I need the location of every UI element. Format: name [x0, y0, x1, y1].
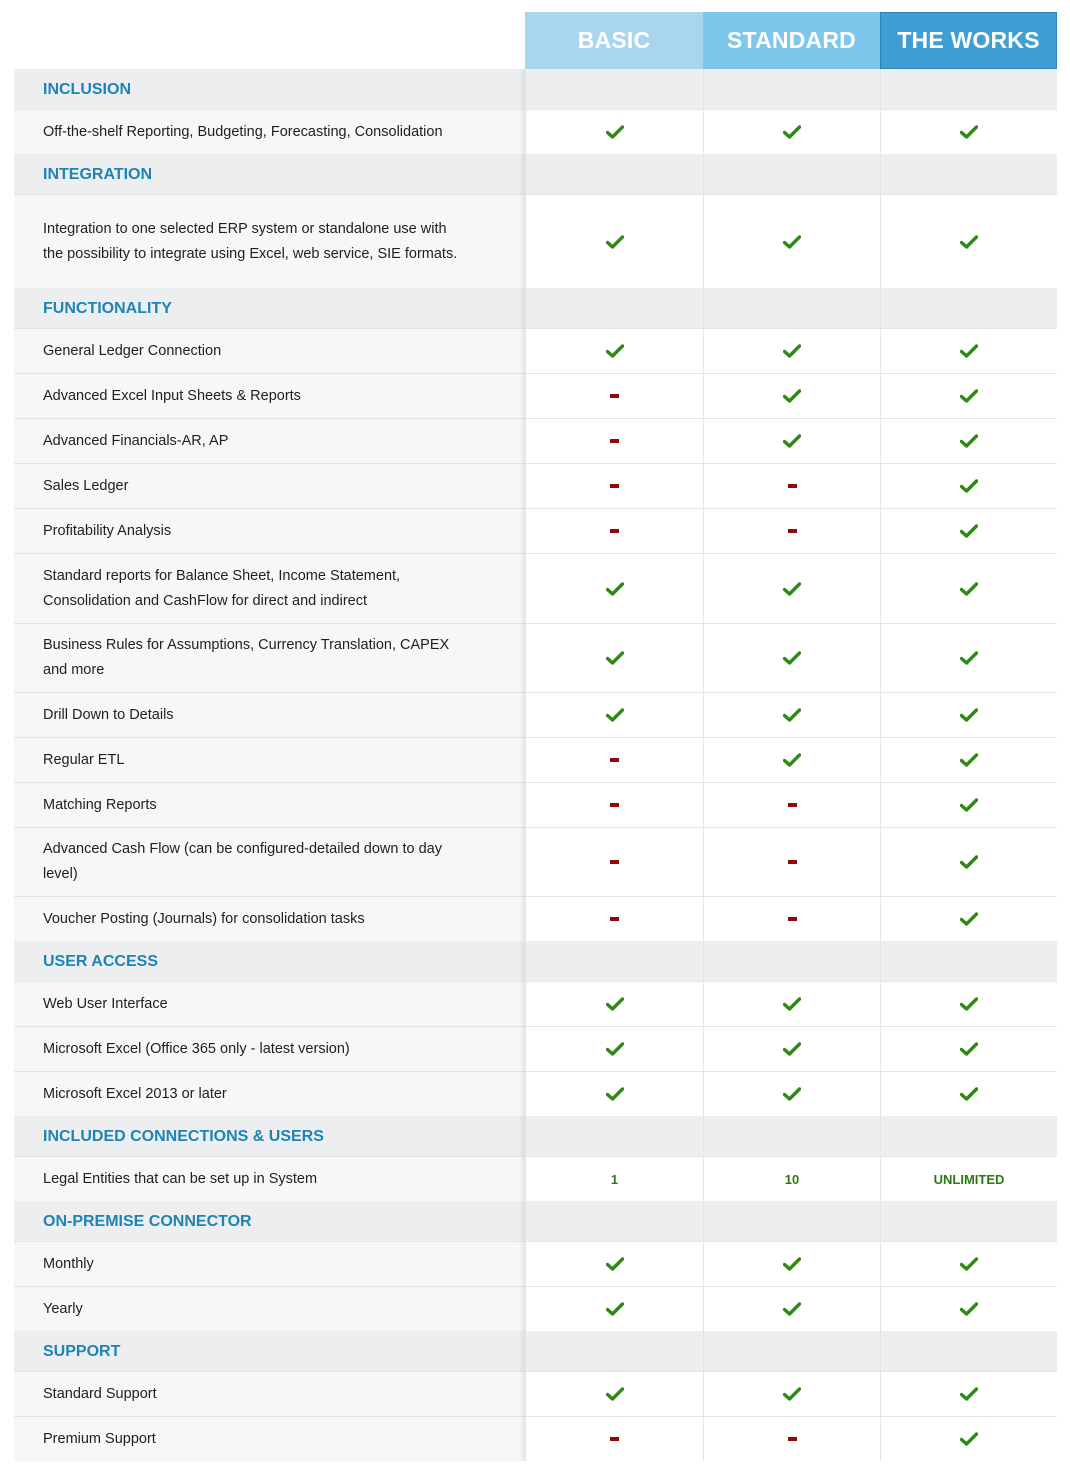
section-empty-cell: [703, 941, 880, 981]
checkmark-icon: [960, 524, 978, 538]
plan-value-cell-basic: [525, 1242, 703, 1286]
plan-value-cell-the-works: [880, 464, 1057, 508]
not-included-dash-icon: [788, 1437, 797, 1441]
header-spacer: [14, 12, 525, 69]
plan-value-cell-standard: [703, 464, 880, 508]
plan-value-cell-the-works: [880, 693, 1057, 737]
not-included-dash-icon: [610, 529, 619, 533]
checkmark-icon: [606, 125, 624, 139]
feature-row: [14, 373, 1057, 418]
feature-label: Standard Support: [14, 1372, 525, 1416]
checkmark-icon: [606, 708, 624, 722]
checkmark-icon: [960, 434, 978, 448]
not-included-dash-icon: [610, 484, 619, 488]
checkmark-icon: [960, 479, 978, 493]
checkmark-icon: [783, 235, 801, 249]
section-empty-cell: [525, 1116, 703, 1156]
section-title: INTEGRATION: [14, 154, 525, 194]
plan-value-cell-basic: [525, 374, 703, 418]
plan-value-cell-standard: [703, 419, 880, 463]
checkmark-icon: [606, 1042, 624, 1056]
not-included-dash-icon: [788, 803, 797, 807]
section-empty-cell: [880, 288, 1057, 328]
feature-row: [14, 896, 1057, 941]
not-included-dash-icon: [788, 860, 797, 864]
feature-label: Microsoft Excel (Office 365 only - latest version): [14, 1027, 525, 1071]
checkmark-icon: [606, 1087, 624, 1101]
checkmark-icon: [783, 1087, 801, 1101]
feature-row: [14, 1156, 1057, 1201]
section-header-row: [14, 154, 1057, 194]
checkmark-icon: [960, 753, 978, 767]
feature-row: [14, 1071, 1057, 1116]
plan-value-cell-basic: [525, 195, 703, 288]
feature-label: Integration to one selected ERP system or standalone use with the possibility to integrate using Excel, web service, SIE formats.: [14, 195, 525, 288]
feature-row: [14, 981, 1057, 1026]
plan-value-cell-basic: [525, 738, 703, 782]
plan-value-cell-standard: [703, 1242, 880, 1286]
checkmark-icon: [960, 344, 978, 358]
feature-label: Sales Ledger: [14, 464, 525, 508]
plan-value-cell-basic: [525, 1372, 703, 1416]
plan-value-cell-the-works: [880, 509, 1057, 553]
checkmark-icon: [606, 651, 624, 665]
feature-label: General Ledger Connection: [14, 329, 525, 373]
feature-row: [14, 109, 1057, 154]
checkmark-icon: [606, 582, 624, 596]
not-included-dash-icon: [788, 529, 797, 533]
plan-value-cell-the-works: [880, 1072, 1057, 1116]
feature-row: [14, 194, 1057, 288]
section-title: FUNCTIONALITY: [14, 288, 525, 328]
checkmark-icon: [960, 1387, 978, 1401]
checkmark-icon: [960, 912, 978, 926]
checkmark-icon: [960, 997, 978, 1011]
plan-value-cell-standard: [703, 783, 880, 827]
section-empty-cell: [880, 941, 1057, 981]
section-header-row: [14, 1116, 1057, 1156]
plan-value-cell-basic: [525, 693, 703, 737]
plan-value-cell-standard: [703, 195, 880, 288]
plan-value-cell-the-works: [880, 554, 1057, 623]
checkmark-icon: [960, 1432, 978, 1446]
checkmark-icon: [960, 1257, 978, 1271]
pricing-comparison-table: [14, 12, 1057, 1461]
plan-value-cell-basic: [525, 624, 703, 692]
plan-value-cell-the-works: [880, 419, 1057, 463]
checkmark-icon: [783, 1302, 801, 1316]
plan-value-cell-basic: [525, 1157, 703, 1201]
feature-row: [14, 508, 1057, 553]
section-empty-cell: [525, 288, 703, 328]
section-header-row: [14, 288, 1057, 328]
plan-value-cell-basic: [525, 554, 703, 623]
plan-value-cell-standard: [703, 624, 880, 692]
plan-value-cell-the-works: [880, 828, 1057, 896]
not-included-dash-icon: [610, 758, 619, 762]
section-empty-cell: [880, 69, 1057, 109]
plan-value-cell-basic: [525, 329, 703, 373]
feature-label: Legal Entities that can be set up in System: [14, 1157, 525, 1201]
checkmark-icon: [960, 235, 978, 249]
feature-label: Off-the-shelf Reporting, Budgeting, Forecasting, Consolidation: [14, 110, 525, 154]
checkmark-icon: [960, 651, 978, 665]
checkmark-icon: [606, 997, 624, 1011]
checkmark-icon: [783, 434, 801, 448]
section-header-row: [14, 69, 1057, 109]
feature-row: [14, 418, 1057, 463]
plan-value-cell-basic: [525, 982, 703, 1026]
feature-label: Regular ETL: [14, 738, 525, 782]
checkmark-icon: [783, 753, 801, 767]
not-included-dash-icon: [788, 484, 797, 488]
feature-row: [14, 1371, 1057, 1416]
feature-row: [14, 623, 1057, 692]
feature-row: [14, 1286, 1057, 1331]
section-empty-cell: [703, 154, 880, 194]
plan-value-cell-basic: [525, 1287, 703, 1331]
plan-header-row: [14, 12, 1057, 69]
checkmark-icon: [783, 582, 801, 596]
section-header-row: [14, 1201, 1057, 1241]
checkmark-icon: [606, 1302, 624, 1316]
plan-value-cell-basic: [525, 1072, 703, 1116]
checkmark-icon: [783, 1257, 801, 1271]
checkmark-icon: [783, 125, 801, 139]
plan-value-cell-standard: [703, 509, 880, 553]
plan-value-cell-standard: [703, 329, 880, 373]
plan-value-cell-standard: [703, 1372, 880, 1416]
plan-value-cell-the-works: [880, 1157, 1057, 1201]
checkmark-icon: [783, 389, 801, 403]
section-title: INCLUDED CONNECTIONS & USERS: [14, 1116, 525, 1156]
feature-row: [14, 1026, 1057, 1071]
feature-label: Yearly: [14, 1287, 525, 1331]
checkmark-icon: [783, 344, 801, 358]
checkmark-icon: [960, 389, 978, 403]
plan-header-standard: STANDARD: [703, 12, 880, 69]
section-empty-cell: [525, 941, 703, 981]
section-empty-cell: [703, 288, 880, 328]
table-body: [14, 69, 1057, 1461]
not-included-dash-icon: [610, 1437, 619, 1441]
section-header-row: [14, 1331, 1057, 1371]
plan-value-cell-the-works: [880, 1242, 1057, 1286]
section-title: INCLUSION: [14, 69, 525, 109]
checkmark-icon: [783, 708, 801, 722]
plan-value-cell-basic: [525, 110, 703, 154]
checkmark-icon: [783, 997, 801, 1011]
section-empty-cell: [880, 1116, 1057, 1156]
section-title: USER ACCESS: [14, 941, 525, 981]
plan-value-cell-the-works: [880, 982, 1057, 1026]
not-included-dash-icon: [610, 439, 619, 443]
plan-value-cell-the-works: [880, 1372, 1057, 1416]
feature-label: Voucher Posting (Journals) for consolidation tasks: [14, 897, 525, 941]
plan-value-cell-the-works: [880, 329, 1057, 373]
feature-label: Web User Interface: [14, 982, 525, 1026]
plan-value-cell-standard: [703, 554, 880, 623]
plan-value-cell-standard: [703, 1287, 880, 1331]
plan-value-cell-the-works: [880, 1287, 1057, 1331]
feature-label: Standard reports for Balance Sheet, Income Statement, Consolidation and CashFlow for direct and indirect: [14, 554, 525, 623]
plan-value-cell-basic: [525, 897, 703, 941]
plan-value-cell-the-works: [880, 195, 1057, 288]
checkmark-icon: [960, 125, 978, 139]
feature-label: Advanced Cash Flow (can be configured-detailed down to day level): [14, 828, 525, 896]
checkmark-icon: [960, 708, 978, 722]
section-empty-cell: [525, 154, 703, 194]
plan-value-cell-the-works: [880, 738, 1057, 782]
feature-label: Monthly: [14, 1242, 525, 1286]
plan-header-basic: BASIC: [525, 12, 703, 69]
feature-label: Drill Down to Details: [14, 693, 525, 737]
checkmark-icon: [783, 651, 801, 665]
plan-header-the-works: THE WORKS: [880, 12, 1057, 69]
plan-value-cell-standard: [703, 110, 880, 154]
not-included-dash-icon: [610, 917, 619, 921]
feature-label: Advanced Excel Input Sheets & Reports: [14, 374, 525, 418]
plan-value-cell-the-works: [880, 1027, 1057, 1071]
plan-value-cell-basic: [525, 419, 703, 463]
plan-value-cell-standard: [703, 1417, 880, 1461]
not-included-dash-icon: [610, 394, 619, 398]
section-empty-cell: [525, 1331, 703, 1371]
plan-value-cell-basic: [525, 509, 703, 553]
section-empty-cell: [703, 1116, 880, 1156]
feature-row: [14, 827, 1057, 896]
section-empty-cell: [703, 1331, 880, 1371]
plan-value-cell-the-works: [880, 624, 1057, 692]
plan-value-cell-standard: [703, 1072, 880, 1116]
feature-row: [14, 328, 1057, 373]
checkmark-icon: [960, 798, 978, 812]
plan-value-cell-standard: [703, 897, 880, 941]
checkmark-icon: [960, 1302, 978, 1316]
plan-value-cell-standard: [703, 1027, 880, 1071]
checkmark-icon: [960, 1042, 978, 1056]
not-included-dash-icon: [788, 917, 797, 921]
feature-row: [14, 553, 1057, 623]
checkmark-icon: [606, 235, 624, 249]
plan-value-text: 1: [610, 1171, 619, 1187]
feature-row: [14, 463, 1057, 508]
checkmark-icon: [606, 1257, 624, 1271]
checkmark-icon: [960, 855, 978, 869]
section-header-row: [14, 941, 1057, 981]
plan-value-cell-standard: [703, 374, 880, 418]
feature-label: Matching Reports: [14, 783, 525, 827]
plan-value-cell-basic: [525, 464, 703, 508]
plan-value-cell-basic: [525, 1027, 703, 1071]
feature-label: Microsoft Excel 2013 or later: [14, 1072, 525, 1116]
section-empty-cell: [880, 1331, 1057, 1371]
not-included-dash-icon: [610, 860, 619, 864]
checkmark-icon: [960, 1087, 978, 1101]
feature-row: [14, 1241, 1057, 1286]
plan-value-text: 10: [784, 1171, 800, 1187]
plan-value-cell-the-works: [880, 783, 1057, 827]
checkmark-icon: [960, 582, 978, 596]
checkmark-icon: [783, 1042, 801, 1056]
plan-value-cell-standard: [703, 982, 880, 1026]
plan-value-cell-basic: [525, 828, 703, 896]
plan-value-cell-the-works: [880, 1417, 1057, 1461]
plan-value-cell-the-works: [880, 897, 1057, 941]
plan-value-cell-standard: [703, 828, 880, 896]
plan-value-cell-the-works: [880, 374, 1057, 418]
section-title: ON-PREMISE CONNECTOR: [14, 1201, 525, 1241]
section-empty-cell: [703, 1201, 880, 1241]
checkmark-icon: [606, 344, 624, 358]
feature-label: Business Rules for Assumptions, Currency Translation, CAPEX and more: [14, 624, 525, 692]
section-empty-cell: [525, 69, 703, 109]
feature-row: [14, 692, 1057, 737]
feature-label: Premium Support: [14, 1417, 525, 1461]
not-included-dash-icon: [610, 803, 619, 807]
plan-value-cell-standard: [703, 1157, 880, 1201]
feature-label: Advanced Financials-AR, AP: [14, 419, 525, 463]
checkmark-icon: [606, 1387, 624, 1401]
section-empty-cell: [703, 69, 880, 109]
section-empty-cell: [525, 1201, 703, 1241]
plan-value-cell-the-works: [880, 110, 1057, 154]
feature-label: Profitability Analysis: [14, 509, 525, 553]
feature-row: [14, 1416, 1057, 1461]
plan-value-cell-basic: [525, 783, 703, 827]
plan-value-cell-standard: [703, 738, 880, 782]
section-empty-cell: [880, 154, 1057, 194]
plan-value-text: UNLIMITED: [933, 1171, 1005, 1187]
section-empty-cell: [880, 1201, 1057, 1241]
feature-row: [14, 782, 1057, 827]
checkmark-icon: [783, 1387, 801, 1401]
plan-value-cell-basic: [525, 1417, 703, 1461]
section-title: SUPPORT: [14, 1331, 525, 1371]
feature-row: [14, 737, 1057, 782]
plan-value-cell-standard: [703, 693, 880, 737]
